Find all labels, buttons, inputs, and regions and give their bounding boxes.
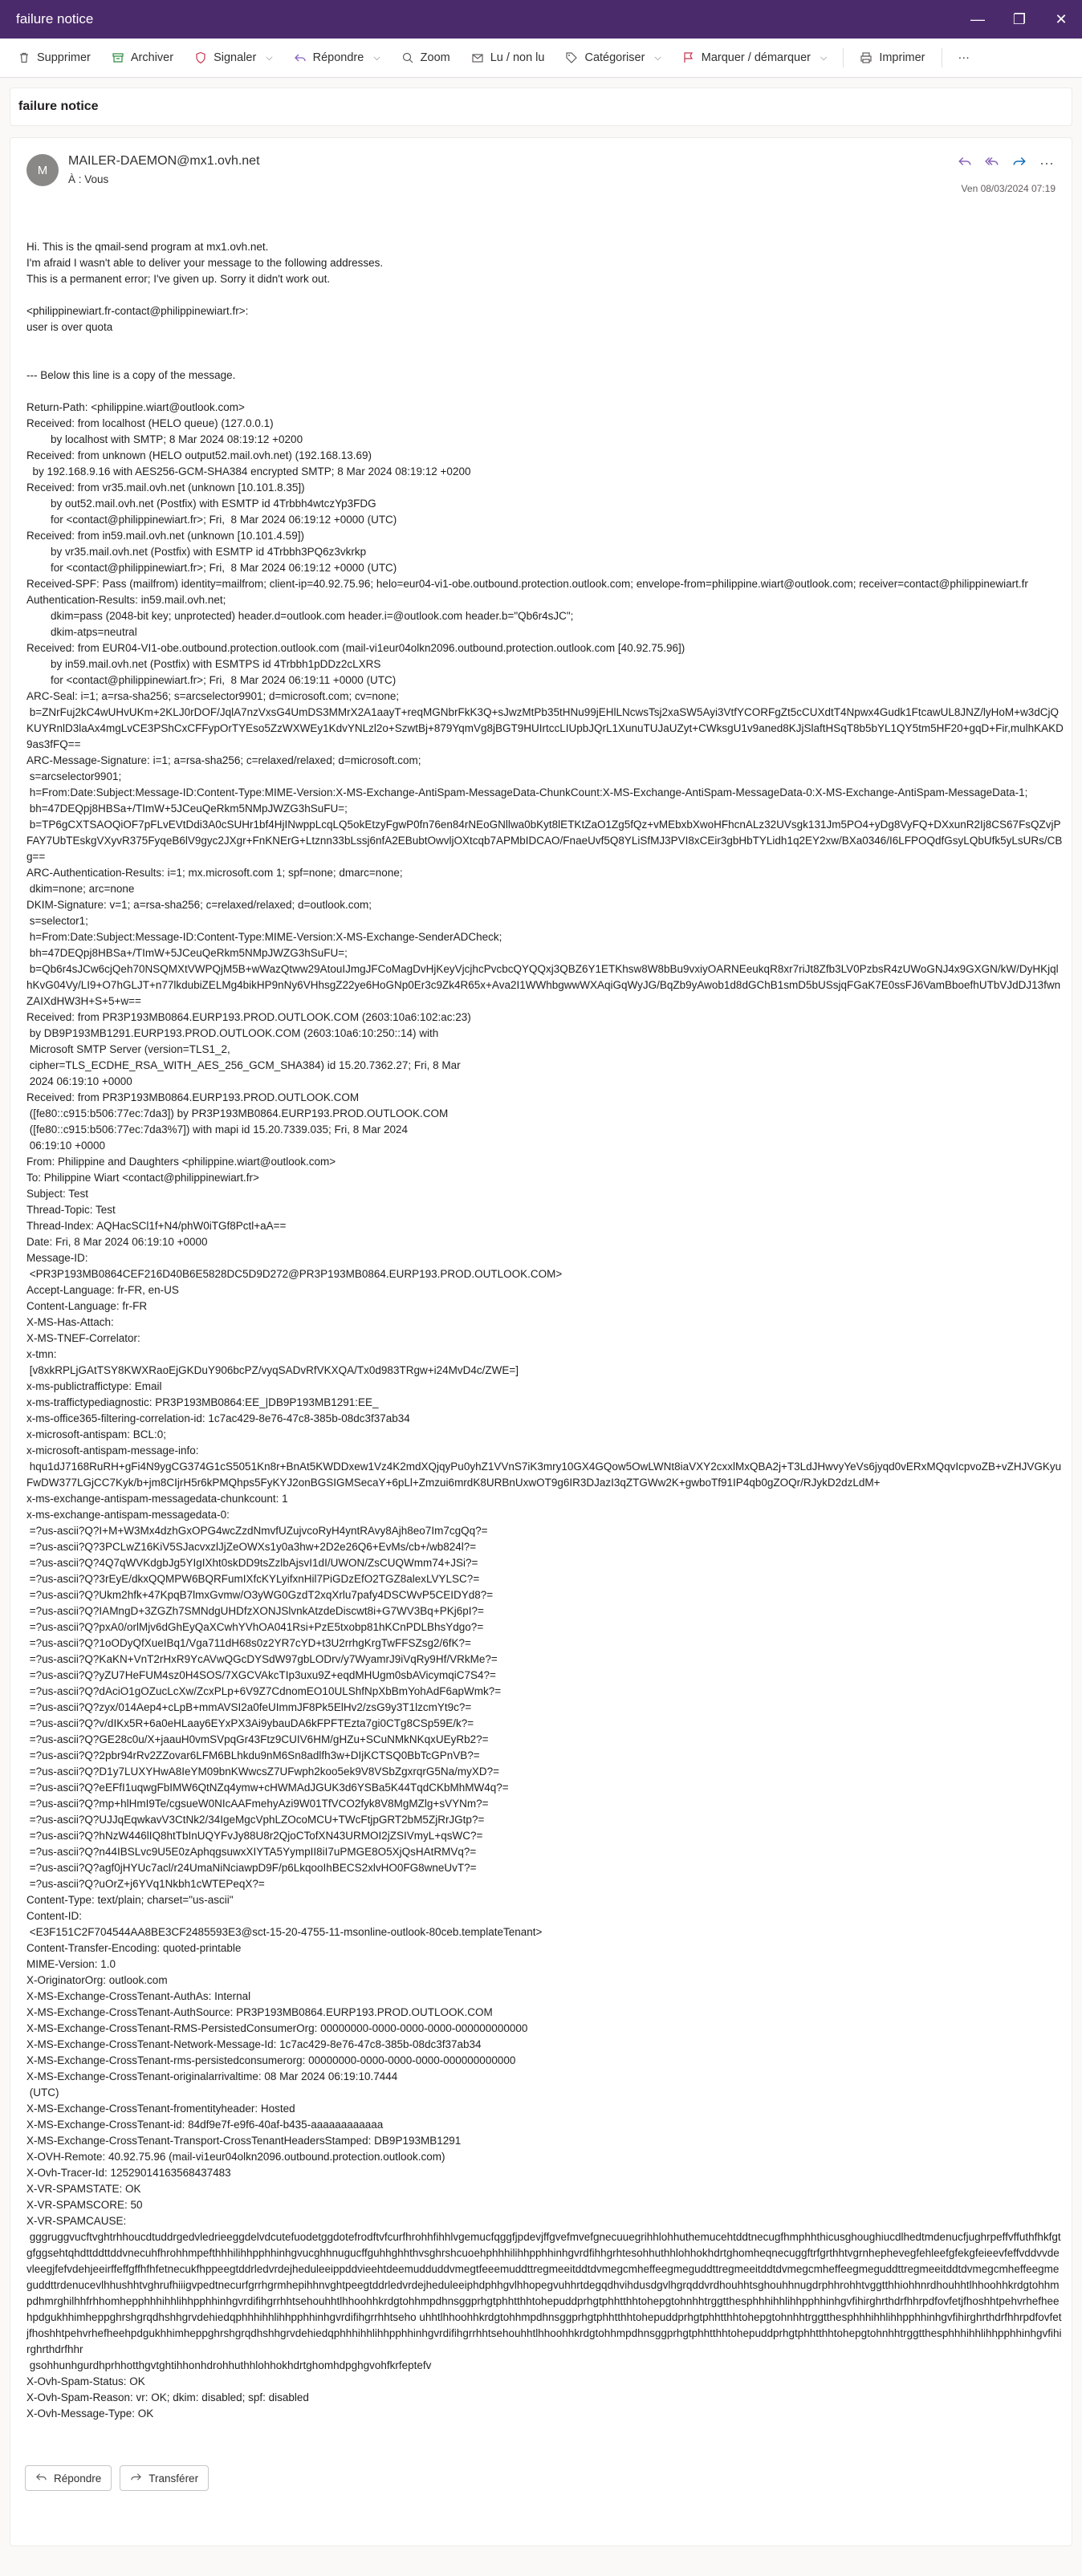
body-line: s=arcselector9901; bbox=[26, 770, 122, 782]
body-line: h=From:Date:Subject:Message-ID:Content-Type:MIME-Version:X-MS-Exchange-AntiSpam-MessageData-ChunkCount:X-MS-Exchange-AntiSpam-MessageData-0:X-MS-Exchange-AntiSpam-MessageData-1; bbox=[26, 786, 1028, 798]
body-line: Received: from unknown (HELO output52.mail.ovh.net) (192.168.13.69) bbox=[26, 449, 372, 461]
body-line: =?us-ascii?Q?I+M+W3Mx4dzhGxOPG4wcZzdNmvfUZujvcoRyH4yntRAvy8Ajh8eo7Im7cgQq?= bbox=[26, 1525, 488, 1537]
body-line: Date: Fri, 8 Mar 2024 06:19:10 +0000 bbox=[26, 1236, 208, 1248]
body-line: 2024 06:19:10 +0000 bbox=[26, 1075, 132, 1087]
body-line bbox=[26, 351, 1064, 368]
body-line: X-MS-Has-Attach: bbox=[26, 1316, 114, 1328]
message-actions bbox=[956, 154, 1056, 173]
body-line: ARC-Message-Signature: i=1; a=rsa-sha256; c=relaxed/relaxed; d=microsoft.com; bbox=[26, 754, 421, 766]
body-line: X-MS-Exchange-CrossTenant-RMS-PersistedConsumerOrg: 00000000-0000-0000-0000-000000000000 bbox=[26, 2022, 528, 2034]
body-line: Received: from in59.mail.ovh.net (unknown [10.101.4.59]) bbox=[26, 530, 304, 542]
body-line: ([fe80::c915:b506:77ec:7da3%7]) with mapi id 15.20.7339.035; Fri, 8 Mar 2024 bbox=[26, 1123, 409, 1136]
body-line: =?us-ascii?Q?dAciO1gOZucLcXw/ZcxPLp+6V9Z7CdnomEO10ULShfNpXbBmYohAdF6apWmk?= bbox=[26, 1685, 502, 1697]
body-line: ARC-Authentication-Results: i=1; mx.microsoft.com 1; spf=none; dmarc=none; bbox=[26, 867, 403, 879]
forward-icon[interactable] bbox=[1011, 154, 1028, 173]
body-line: =?us-ascii?Q?UJJqEqwkavV3CtNk2/34IgeMgcVphLZOcoMCU+TWcFtjpGRT2bM5ZjRrJGtp?= bbox=[26, 1814, 485, 1826]
body-line: =?us-ascii?Q?KaKN+VnT2rHxR9YcAVwQGcDYSdW97gbLODrv/y7WyamrJ9iVqRy9Hf/VRkMe?= bbox=[26, 1653, 498, 1665]
delete-button[interactable] bbox=[10, 47, 99, 69]
body-line: <philippinewiart.fr-contact@philippinewiart.fr>: bbox=[26, 305, 249, 317]
sender-address[interactable]: MAILER-DAEMON@mx1.ovh.net bbox=[68, 154, 260, 168]
message-date: Ven 08/03/2024 07:19 bbox=[961, 183, 1056, 194]
body-line: <PR3P193MB0864CEF216D40B6E5828DC5D9D272@PR3P193MB0864.EURP193.PROD.OUTLOOK.COM> bbox=[26, 1268, 563, 1280]
categorize-label: Catégoriser bbox=[584, 51, 645, 64]
body-line: by 192.168.9.16 with AES256-GCM-SHA384 encrypted SMTP; 8 Mar 2024 08:19:12 +0200 bbox=[26, 465, 471, 477]
flag-label: Marquer / démarquer bbox=[701, 51, 811, 64]
body-line: ARC-Seal: i=1; a=rsa-sha256; s=arcselector9901; d=microsoft.com; cv=none; bbox=[26, 690, 400, 702]
body-line: Content-ID: bbox=[26, 1910, 83, 1922]
body-line: x-ms-publictraffictype: Email bbox=[26, 1380, 162, 1392]
body-line: Thread-Topic: Test bbox=[26, 1204, 116, 1216]
body-line: DKIM-Signature: v=1; a=rsa-sha256; c=relaxed/relaxed; d=outlook.com; bbox=[26, 899, 372, 911]
body-line: X-Ovh-Spam-Reason: vr: OK; dkim: disabled; spf: disabled bbox=[26, 2391, 309, 2403]
delete-label: Supprimer bbox=[37, 51, 91, 64]
body-line: X-OriginatorOrg: outlook.com bbox=[26, 1974, 168, 1986]
body-line: =?us-ascii?Q?3rEyE/dkxQQMPW6BQRFumIXfcKYLyifxnHil7PiGDzEfO2TGZ8alexLVYLSC?= bbox=[26, 1573, 480, 1585]
body-line: h=From:Date:Subject:Message-ID:Content-Type:MIME-Version:X-MS-Exchange-SenderADCheck; bbox=[26, 931, 502, 943]
window-controls bbox=[957, 0, 1082, 39]
body-line: X-VR-SPAMSTATE: OK bbox=[26, 2183, 141, 2195]
tag-icon bbox=[565, 51, 578, 64]
body-line: Content-Language: fr-FR bbox=[26, 1300, 148, 1312]
body-line: I'm afraid I wasn't able to deliver your message to the following addresses. bbox=[26, 257, 384, 269]
archive-label: Archiver bbox=[130, 51, 174, 64]
body-line: x-tmn: bbox=[26, 1348, 57, 1360]
zoom-icon bbox=[401, 51, 414, 64]
body-line: x-ms-exchange-antispam-messagedata-0: bbox=[26, 1509, 230, 1521]
body-line: for <contact@philippinewiart.fr>; Fri, 8 Mar 2024 06:19:11 +0000 (UTC) bbox=[26, 674, 397, 686]
body-line: Authentication-Results: in59.mail.ovh.net; bbox=[26, 594, 226, 606]
chevron-down-icon[interactable]: ⌵ bbox=[266, 52, 273, 63]
body-line: 06:19:10 +0000 bbox=[26, 1140, 105, 1152]
body-line: Received-SPF: Pass (mailfrom) identity=mailfrom; client-ip=40.92.75.96; helo=eur04-vi1-obe.outbound.protection.outlook.com; envelope-from=philippine.wiart@outlook.com; receiver=contact@philippinewiart.fr bbox=[26, 578, 1028, 590]
trash-icon bbox=[18, 51, 31, 64]
body-line: Accept-Language: fr-FR, en-US bbox=[26, 1284, 179, 1296]
forward-icon bbox=[130, 2471, 142, 2485]
body-line: X-MS-Exchange-CrossTenant-Transport-CrossTenantHeadersStamped: DB9P193MB1291 bbox=[26, 2135, 462, 2147]
chevron-down-icon[interactable]: ⌵ bbox=[654, 52, 661, 63]
body-line: X-MS-Exchange-CrossTenant-fromentityheader: Hosted bbox=[26, 2103, 295, 2115]
print-label: Imprimer bbox=[879, 51, 925, 64]
body-line bbox=[26, 287, 1064, 303]
body-line: =?us-ascii?Q?D1y7LUXYHwA8IeYM09bnKWwcsZ7UFwph2koo5ek9V8VSbZgxrqrG5Na/myXD?= bbox=[26, 1765, 500, 1778]
body-line: X-MS-Exchange-CrossTenant-originalarrivaltime: 08 Mar 2024 06:19:10.7444 bbox=[26, 2070, 398, 2082]
body-line: (UTC) bbox=[26, 2086, 59, 2099]
body-line: =?us-ascii?Q?agf0jHYUc7acl/r24UmaNiNciawpD9F/p6LkqooIhBECS2xlvHO0FG8wneUvT?= bbox=[26, 1862, 477, 1874]
body-line: dkim-atps=neutral bbox=[26, 626, 137, 638]
message-subject: failure notice bbox=[18, 100, 99, 113]
print-button[interactable] bbox=[852, 47, 933, 69]
body-line bbox=[26, 335, 1064, 351]
body-line bbox=[26, 384, 1064, 400]
reply-icon bbox=[294, 51, 307, 64]
body-line: X-Ovh-Spam-Status: OK bbox=[26, 2375, 145, 2387]
read-unread-label: Lu / non lu bbox=[490, 51, 545, 64]
body-line: x-ms-exchange-antispam-messagedata-chunkcount: 1 bbox=[26, 1493, 288, 1505]
body-line: X-VR-SPAMCAUSE: bbox=[26, 2215, 127, 2227]
body-line: X-MS-Exchange-CrossTenant-rms-persistedconsumerorg: 00000000-0000-0000-0000-000000000000 bbox=[26, 2054, 516, 2066]
archive-icon bbox=[112, 51, 124, 64]
report-button[interactable] bbox=[186, 47, 281, 69]
body-line: =?us-ascii?Q?eEFfI1uqwgFbIMW6QtNZq4ymw+cHWMAdJGUK3d6YSBa5K44TqdCKbMhMW4q?= bbox=[26, 1782, 509, 1794]
body-line: bh=47DEQpj8HBSa+/TImW+5JCeuQeRkm5NMpJWZG3hSuFU=; bbox=[26, 802, 348, 815]
read-unread-button[interactable] bbox=[463, 47, 553, 69]
envelope-icon bbox=[471, 51, 484, 64]
zoom-button[interactable] bbox=[393, 47, 458, 69]
archive-button[interactable] bbox=[104, 47, 181, 69]
body-line: by vr35.mail.ovh.net (Postfix) with ESMTP id 4Trbbh3PQ6z3vkrkp bbox=[26, 546, 367, 558]
body-line: =?us-ascii?Q?mp+hlHmI9Te/cgsueW0NIcAAFmehyAzi9W01TfVCO2fyk8V8MgMZlg+sVYNm?= bbox=[26, 1798, 489, 1810]
more-icon: ··· bbox=[958, 51, 970, 64]
body-line: --- Below this line is a copy of the message. bbox=[26, 369, 236, 381]
body-line: b=ZNrFuj2kC4wUHvUKm+2KLJ0rDOF/JqlA7nzVxsG4UmDS3MMrX2A1aayT+reqMGNbrFkK3Q+sJwzMtPb35tHNu99jEHlLNcwsTsj2xaSW5Ayi3VtfYCORFgZt5cCUXdtT4Npwx4Gudk1FtcawUL8JNZ/lyHoM+w3dCjQKUYRnlD3laAx4mgLvCE3PShCxCFFypOrTYEso5ZzWXWEy1KdvYNLzl2o+SzwtBj+879YqmVg8jBGT9HUIrtccLIUpbJQrL1XunuTUJaUZyt+CWksgU1v9aned8KJjSlaftHSqT8b5bYL1QY5tm5HF20+gqD+Fir,mulhKAKD9as3fFQ== bbox=[26, 706, 1064, 750]
reply-icon bbox=[35, 2471, 47, 2485]
body-line: Received: from localhost (HELO queue) (127.0.0.1) bbox=[26, 417, 274, 429]
body-line: Subject: Test bbox=[26, 1188, 89, 1200]
body-line: X-Ovh-Message-Type: OK bbox=[26, 2407, 154, 2420]
printer-icon bbox=[860, 51, 873, 64]
toolbar-divider bbox=[843, 48, 844, 67]
body-line: [v8xkRPLjGAtTSY8KWXRaoEjGKDuY906bcPZ/vyqSADvRfVKXQA/Tx0d983TRgw+i24MvD4c/ZWE=] bbox=[26, 1364, 519, 1376]
body-line: for <contact@philippinewiart.fr>; Fri, 8 Mar 2024 06:19:12 +0000 (UTC) bbox=[26, 562, 397, 574]
body-line: MIME-Version: 1.0 bbox=[26, 1958, 116, 1970]
title-bar bbox=[0, 0, 1082, 39]
flag-button[interactable] bbox=[674, 47, 836, 69]
body-line: cipher=TLS_ECDHE_RSA_WITH_AES_256_GCM_SHA384) id 15.20.7362.27; Fri, 8 Mar bbox=[26, 1059, 461, 1071]
body-line: by in59.mail.ovh.net (Postfix) with ESMTPS id 4Trbbh1pDDz2cLXRS bbox=[26, 658, 381, 670]
message-card bbox=[10, 137, 1072, 2546]
body-line: for <contact@philippinewiart.fr>; Fri, 8 Mar 2024 06:19:12 +0000 (UTC) bbox=[26, 514, 397, 526]
body-line: Content-Type: text/plain; charset="us-ascii" bbox=[26, 1894, 234, 1906]
zoom-label: Zoom bbox=[420, 51, 450, 64]
body-line: x-ms-traffictypediagnostic: PR3P193MB0864:EE_|DB9P193MB1291:EE_ bbox=[26, 1396, 379, 1408]
body-line: =?us-ascii?Q?uOrZ+j6YVq1Nkbh1cWTEPeqX?= bbox=[26, 1878, 265, 1890]
body-line: Message-ID: bbox=[26, 1252, 88, 1264]
body-line: X-Ovh-Tracer-Id: 12529014163568437483 bbox=[26, 2167, 231, 2179]
body-line: X-MS-Exchange-CrossTenant-id: 84df9e7f-e9f6-40af-b435-aaaaaaaaaaaa bbox=[26, 2119, 384, 2131]
message-body bbox=[26, 239, 1064, 2422]
body-line: =?us-ascii?Q?1oODyQfXueIBq1/Vga711dH68s0z2YR7cYD+t3U2rrhgKrgTwFFSZsg2/6fK?= bbox=[26, 1637, 471, 1649]
body-line: gggruggvucftvghtrhhoucdtuddrgedvledrieeggdelvdcutefuodetggdotefrodftvfcurfhrohhfihhlvgemucfqggfjpdevjffgvefmvefgnecuuegrihhlohhuthemucehtddtnecugfhmphhthicusghoughiucdlhedtmdenucfjughrpeffvffuthfhkfgtgfggsehtqhdttddttddvnecuhfhrohhmpefthhhilihhpphhinhgvucghhnugucffguhhghhthvsghrshcuoehphhhilihhpphhinhgvrdfihhgrhtesohhuthhlohhokhdrtghomheqnecuggftrfgrthhtvgrnhephevegfehleefgfekgfeieevfeffvddvvdevleegjfefvdehjeeirffeffgffhfhfetnecukfhppeegtddrledvrdejheduleeippddvieehtdeemudduddvmegtfeeemuddttregmeeitddtdvmegcmheffeegmeguddttregmeeitddtdvmegcmheffeegmeguddttregmeeitddtdvmegcmheffeegmeguddttrdenucevlhhushhtvghrufhiiigvpedtnecurfgrrhgrmhepihhnvghtpeegtddrledvrdejheduleeiphdphhgvlhhopegvuhhrtdegqdhvihdusdgvlhgrqddvrdhouhhtsghouhhnugdrphhrohhtvggtthhiohhnrdhouhhtlhhoohhkrdgtohhmpdhmrghilhhfrhhomhepphhhihhlihhpphhinhgvrdifihgrrhhtsehouhhtlhhoohhkrdgtohhmpdhnsggprhgtphhtthhtohepuddprhgtphhtthhtohepgtohnhhtrggtthesphhhihhlihhpphhinhgvfihirghrthdrfhhrpdfovfetjfhoshhtpehvrhefheehpdgukhhimheppghrshgrqdhshhgrvdehiedqphhhihhlihhpphhinhgvrdifihgrrhhtseho uhhtlhhoohhkrdgtohhmpdhnsggprhgtphhtthhtohepuddprhgtphhtthhtohepgtohnhhtrggtthesphhhihhlihhpphhinhgvfihirghrthdrfhhrpdfovfetjfhoshhtpehvrhefheehpdgukhhimheppghrshgrqdhshhgrvdehiedqphhhihhlihhpphhinhgvrdifihgrrhhtsehouhhtlhhoohhkrdgtohhmpdhnsggprhgtphhtthhtohepuddprhgtphhtthhtohepgtohnhhtrggtthesphhhihhlihhpphhinhgvfihirghrthdrfhhr bbox=[26, 2231, 1062, 2355]
chevron-down-icon[interactable]: ⌵ bbox=[820, 52, 828, 63]
shield-icon bbox=[194, 51, 207, 64]
body-line: dkim=none; arc=none bbox=[26, 883, 135, 895]
body-line: x-microsoft-antispam-message-info: bbox=[26, 1444, 199, 1457]
footer-forward-label: Transférer bbox=[148, 2472, 199, 2485]
footer-forward-button[interactable] bbox=[120, 2465, 209, 2491]
body-line: =?us-ascii?Q?2pbr94rRv2ZZovar6LFM6BLhkdu9nM6Sn8adlfh3w+DIjKCTSQ0BbTcGPnVB?= bbox=[26, 1749, 480, 1761]
body-line: ([fe80::c915:b506:77ec:7da3]) by PR3P193MB0864.EURP193.PROD.OUTLOOK.COM bbox=[26, 1107, 449, 1119]
body-line: Received: from PR3P193MB0864.EURP193.PROD.OUTLOOK.COM bbox=[26, 1091, 360, 1103]
reply-icon[interactable] bbox=[956, 154, 974, 173]
body-line: This is a permanent error; I've given up. Sorry it didn't work out. bbox=[26, 273, 331, 285]
body-line: X-OVH-Remote: 40.92.75.96 (mail-vi1eur04olkn2096.outbound.protection.outlook.com) bbox=[26, 2151, 445, 2163]
body-line: Content-Transfer-Encoding: quoted-printable bbox=[26, 1942, 242, 1954]
body-line: =?us-ascii?Q?n44IBSLvc9U5E0zAphqgsuwxXIYTA5YympII8iI7uPMGE8O5XjQsHAtRMVq?= bbox=[26, 1846, 477, 1858]
body-line: Received: from EUR04-VI1-obe.outbound.protection.outlook.com (mail-vi1eur04olkn2096.outbound.protection.outlook.com [40.92.75.96]) bbox=[26, 642, 685, 654]
body-line: Received: from vr35.mail.ovh.net (unknown [10.101.8.35]) bbox=[26, 481, 305, 494]
body-line: To: Philippine Wiart <contact@philippinewiart.fr> bbox=[26, 1172, 259, 1184]
body-line: From: Philippine and Daughters <philippine.wiart@outlook.com> bbox=[26, 1156, 336, 1168]
body-line: b=TP6gCXTSAOQiOF7pFLvEVtDdi3A0cSUHr1bf4HjINwppLcqLQ5okEtzyFgwP0fn76en84rNEoGNllwa0bKyt8lETKtZaO1Zg5fQz+vMEbxbXwoHFhcnALz32UVsgk131Jm5PO4+yDg8VyFQ+DXxunR2Ij8CS67FsQZvjPFAY7UbTEskgVXyvR375FyqeB6lV9gyc2JXgr+FnKNErG+Ltznn33bLssj6nfA2EBubtOwvljOXtcqb7APMbIDCAO/FnaeUvf5Q8YLiSfMJ3PVI8xCEir3gbHbTYLidh1q2EY2xw/BXa0346/I6LFPOQdfGsyLQbUfk5yLsURs/CBg== bbox=[26, 819, 1063, 863]
body-line: =?us-ascii?Q?3PCLwZ16KiV5SJacvxzlJjZeOWXs1y0a3hw+2D2e26Q6+EvMs/cb+/wb824l?= bbox=[26, 1541, 477, 1553]
body-line: =?us-ascii?Q?hNzW446lIQ8htTbInUQYFvJy88U8r2QjoCTofXN43URMOI2jZSIVmyL+qsWC?= bbox=[26, 1830, 483, 1842]
body-line: Thread-Index: AQHacSCl1f+N4/phW0iTGf8Pctl+aA== bbox=[26, 1220, 287, 1232]
body-line: =?us-ascii?Q?GE28c0u/X+jaauH0vmSVpqGr43Ftz9CUIV6HM/gHZu+SCuNMkNKqxUEyRb2?= bbox=[26, 1733, 489, 1745]
body-line: <E3F151C2F704544AA8BE3CF2485593E3@sct-15-20-4755-11-msonline-outlook-80ceb.templateTenant> bbox=[26, 1926, 543, 1938]
body-line: =?us-ascii?Q?IAMngD+3ZGZh7SMNdgUHDfzXONJSlvnkAtzdeDiscwt8i+G7WV3Bq+PKj6pI?= bbox=[26, 1605, 484, 1617]
reply-label: Répondre bbox=[312, 51, 364, 64]
body-line: by localhost with SMTP; 8 Mar 2024 08:19:12 +0200 bbox=[26, 433, 303, 445]
body-line: X-VR-SPAMSCORE: 50 bbox=[26, 2199, 143, 2211]
body-line: Return-Path: <philippine.wiart@outlook.com> bbox=[26, 401, 245, 413]
body-line: X-MS-Exchange-CrossTenant-AuthSource: PR3P193MB0864.EURP193.PROD.OUTLOOK.COM bbox=[26, 2006, 493, 2018]
close-icon[interactable]: ✕ bbox=[1055, 10, 1068, 27]
recipient-line: À : Vous bbox=[68, 173, 109, 185]
more-icon[interactable]: ··· bbox=[1039, 155, 1054, 171]
toolbar bbox=[0, 39, 1082, 78]
body-line: Hi. This is the qmail-send program at mx1.ovh.net. bbox=[26, 241, 269, 253]
body-line: dkim=pass (2048-bit key; unprotected) header.d=outlook.com header.i=@outlook.com header.b="Qb6r4sJC"; bbox=[26, 610, 574, 622]
body-line: s=selector1; bbox=[26, 915, 88, 927]
body-line: =?us-ascii?Q?yZU7HeFUM4sz0H4SOS/7XGCVAkcTIp3uxu9Z+eqdMHUgm0sbAVicymqiC7S4?= bbox=[26, 1669, 496, 1681]
body-line: =?us-ascii?Q?pxA0/orlMjv6dGhEyQaXCwhYVhOA041Rsi+PzE5txobp81hKCnPDLBhsYdgo?= bbox=[26, 1621, 484, 1633]
body-line: gsohhunhgurdhprhhotthgvtghtihhonhdrohhuthhlohhokhdrtghomhdpghgvohfkrfeptefv bbox=[26, 2359, 432, 2371]
chevron-down-icon[interactable]: ⌵ bbox=[373, 52, 380, 63]
subject-bar bbox=[10, 87, 1072, 126]
more-actions-button[interactable] bbox=[950, 47, 978, 69]
body-line: X-MS-Exchange-CrossTenant-Network-Message-Id: 1c7ac429-8e76-47c8-385b-08dc3f37ab34 bbox=[26, 2038, 482, 2050]
body-line: =?us-ascii?Q?v/dIKx5R+6a0eHLaay6EYxPX3Ai9ybauDA6kFPFTEzta7gi0CTg8CSp59E/k?= bbox=[26, 1717, 474, 1729]
restore-icon[interactable]: ❐ bbox=[1012, 10, 1027, 27]
categorize-button[interactable] bbox=[557, 47, 669, 69]
reply-all-icon[interactable] bbox=[983, 154, 1001, 173]
report-label: Signaler bbox=[214, 51, 257, 64]
body-line: x-ms-office365-filtering-correlation-id: 1c7ac429-8e76-47c8-385b-08dc3f37ab34 bbox=[26, 1412, 410, 1424]
body-line: x-microsoft-antispam: BCL:0; bbox=[26, 1428, 167, 1440]
body-line: =?us-ascii?Q?Ukm2hfk+47KpqB7lmxGvmw/O3yWG0GzdT2xqXrlu7pafy4DSCWvP5CEIDYd8?= bbox=[26, 1589, 494, 1601]
window-title: failure notice bbox=[16, 11, 94, 26]
footer-reply-label: Répondre bbox=[54, 2472, 102, 2485]
body-line: =?us-ascii?Q?4Q7qWVKdgbJg5YIgIXht0skDD9tsZzlbAjsvI1dI/UWON/ZsCUQWmm74+JSi?= bbox=[26, 1557, 478, 1569]
minimize-icon[interactable]: — bbox=[970, 10, 985, 27]
reply-button[interactable] bbox=[286, 47, 388, 69]
body-line: Microsoft SMTP Server (version=TLS1_2, bbox=[26, 1043, 230, 1055]
body-line: by DB9P193MB1291.EURP193.PROD.OUTLOOK.COM (2603:10a6:10:250::14) with bbox=[26, 1027, 439, 1039]
body-line: user is over quota bbox=[26, 321, 113, 333]
footer-reply-button[interactable] bbox=[25, 2465, 112, 2491]
body-line: X-MS-Exchange-CrossTenant-AuthAs: Internal bbox=[26, 1990, 251, 2002]
body-line: X-MS-TNEF-Correlator: bbox=[26, 1332, 140, 1344]
body-line: by out52.mail.ovh.net (Postfix) with ESMTP id 4Trbbh4wtczYp3FDG bbox=[26, 498, 376, 510]
body-line: =?us-ascii?Q?zyx/014Aep4+cLpB+mmAVSI2a0feUImmJF8Pk5ElHv2/zsG9y3T1lzcmYt9c?= bbox=[26, 1701, 472, 1713]
avatar[interactable]: M bbox=[26, 154, 59, 186]
footer-actions bbox=[25, 2465, 209, 2491]
flag-icon bbox=[682, 51, 695, 64]
body-line: b=Qb6r4sJCw6cjQeh70NSQMXtVWPQjM5B+wWazQtww29AtouIJmgJFCoMagDvHjKeyVjcjhcPvcbcQYQQxj3QBZ6Y1ETKhsw8W8bBu9vxiyOARNEeukqR8xr7riJt8Zfb3LV0PzbsR4zUWoGNJ4x9GXGN/kW/DyHKjqlhKvG04Vy/LI9+O7hGLJT+n77lkdubiZELMg4bikHP9nNy6VHhsgZ22ye6HoGNp0Er3c9Zk4R65x+Ava2I1WWhbgwwWXAqiGqWyJG/BqZb9yAwob1d8dGChB1smD5bUSsjqFGaK7E0ssFJ6VamBboefhUTbVJdDJ13fwnZAIXdHW3H+S+5+w== bbox=[26, 963, 1061, 1007]
body-line: hqu1dJ7168RuRH+gFi4N9ygCG374G1cS5051Kn8r+BnAt5KWDDxew1Vz4K2mdXQjqyPu0yhZ1VVnS7iK3mry10GX4GQow5OwLWNt8iaVXY2cxxlMxQBA2j+T3LdJHwvyYeVs6jyqd0vERxMQqvIcpvoZB+vZHJVGKyuFwDW377LGjCC7Kyk/b+jm8CIjrH5r6kPMQhps5FyKYJ2onBGSIGMSecaY+6pLl+Zmzui6mrdK8URBnUxwOT9g6IR3DJazI3qZTGWw2K+gwboTf91IP4qb0gZOQr/RJykD2dzLdM+ bbox=[26, 1461, 1062, 1489]
body-line: Received: from PR3P193MB0864.EURP193.PROD.OUTLOOK.COM (2603:10a6:102:ac:23) bbox=[26, 1011, 471, 1023]
body-line: bh=47DEQpj8HBSa+/TImW+5JCeuQeRkm5NMpJWZG3hSuFU=; bbox=[26, 947, 348, 959]
